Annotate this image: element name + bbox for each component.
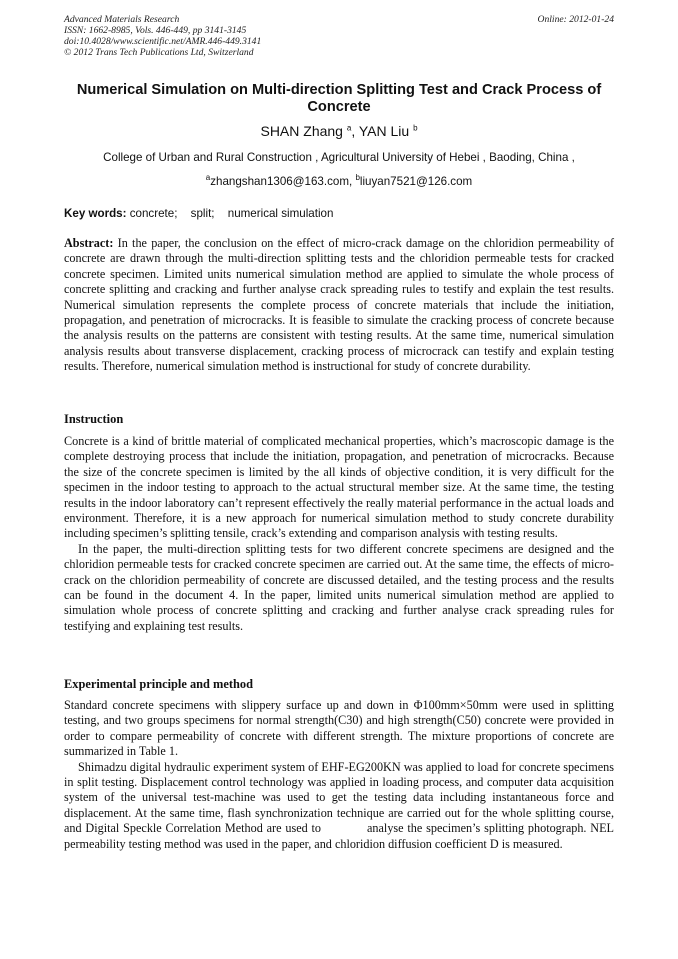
author-affil-mark: b xyxy=(413,123,418,133)
section-heading: Instruction xyxy=(64,412,124,426)
affiliation: College of Urban and Rural Construction , Agricultural University of Hebei , Baoding, China , xyxy=(103,151,575,164)
keyword: split; xyxy=(190,207,215,220)
keywords-label: Key words: xyxy=(64,207,127,220)
issn-line: ISSN: 1662-8985, Vols. 446-449, pp 3141-3145 xyxy=(64,25,247,36)
section-heading: Experimental principle and method xyxy=(64,677,253,691)
online-date: Online: 2012-01-24 xyxy=(537,14,614,25)
author-separator: , xyxy=(351,123,359,139)
author-name: YAN Liu xyxy=(358,123,410,139)
abstract-text: In the paper, the conclusion on the effect of micro-crack damage on the chloridion permeability of concrete are drawn through the multi-direction splitting tests and the chloridion permeable tests for cracked concrete specimen. Limited units numerical simulation method are applied to simulate the whole process of concrete splitting and cracking and further analyse crack spreading rules to testify and explain the test results. Numerical simulation represents the complete process of concrete materials that include the initiation, propagation, and penetration of microcracks. It is feasible to simulate the cracking process of concrete because the analysis results on the patterns are consistent with testing results. At the same time, numerical simulation analysis results about transverse displacement, cracking process of microcrack can testify and explain testing results. Therefore, numerical simulation method is instructional for study of concrete durability. xyxy=(64,236,615,374)
keywords xyxy=(64,207,614,220)
author-name: SHAN Zhang xyxy=(260,123,343,139)
abstract-label: Abstract: xyxy=(64,236,114,250)
email-address[interactable]: zhangshan1306@163.com xyxy=(210,174,349,188)
paragraph-text: analyse the specimen’s splitting photograph. NEL permeability testing method was used in the paper, and chloridion diffusion coefficient D is measured. xyxy=(64,821,614,851)
email-mark: b xyxy=(355,173,360,182)
paragraph: Concrete is a kind of brittle material of complicated mechanical properties, which’s macroscopic damage is the complete destroying process that include the initiation, propagation, and penetration of microcracks. Because the size of the concrete specimen is limited by the all kinds of objective condition, it is very difficult for the specimen in the indoor testing to approach to the actual structural member size. At the same time, the testing results in the indoor laboratory can’t represent effectively the really material performance in the actual loads and environment. Therefore, it is a new approach for numerical simulation method to study concrete durability including specimen’s splitting tensile, crack’s extending and comparison analysis with testing results. xyxy=(64,434,614,541)
section-body xyxy=(64,698,614,852)
paragraph-text: Shimadzu digital hydraulic experiment system of EHF-EG200KN was applied to load for concrete specimens in split testing. Displacement control technology was applied in loading process, and computer data acquisition system of the universal test-machine was used to get the testing data including instantaneous force and displacement. At the same time, flash synchronization technique are carried out for the whole splitting course, and Digital Speckle Correlation Method are used to xyxy=(64,759,614,836)
journal-name: Advanced Materials Research xyxy=(64,14,180,25)
paper-title: Numerical Simulation on Multi-direction Splitting Test and Crack Process of Concrete xyxy=(76,82,602,115)
paragraph: In the paper, the multi-direction splitting tests for two different concrete specimens are designed and the chloridion permeable tests for cracked concrete specimen are carried out. At the same time, the effects of micro-crack on the chloridion permeability of concrete are discussed detailed, and the testing process and the results can be found in the document 4. In the paper, limited units numerical simulation method are applied to simulation whole process of concrete splitting and cracking and further analyse crack spreading rules for testifying and explaining test results. xyxy=(64,541,614,633)
paragraph: Standard concrete specimens with slippery surface up and down in Φ100mm×50mm were used in splitting testing, and two groups specimens for normal strength(C30) and high strength(C50) concrete were provided in order to compare permeability of concrete with different strength. The mixture proportions of concrete are summarized in Table 1. xyxy=(64,698,614,759)
section-body xyxy=(64,434,614,634)
author-line xyxy=(64,123,614,139)
author-affil-mark: a xyxy=(346,123,352,133)
paragraph xyxy=(64,760,614,852)
copyright-line: © 2012 Trans Tech Publications Ltd, Switzerland xyxy=(64,47,254,58)
email-separator: , xyxy=(348,174,356,188)
email-line xyxy=(64,173,614,188)
keyword: concrete; xyxy=(129,207,178,220)
doi-line: doi:10.4028/www.scientific.net/AMR.446-449.3141 xyxy=(64,36,262,47)
keyword: numerical simulation xyxy=(227,207,334,220)
email-mark: a xyxy=(205,173,211,182)
journal-header xyxy=(64,14,261,58)
abstract xyxy=(64,236,614,375)
email-address[interactable]: liuyan7521@126.com xyxy=(359,174,473,188)
